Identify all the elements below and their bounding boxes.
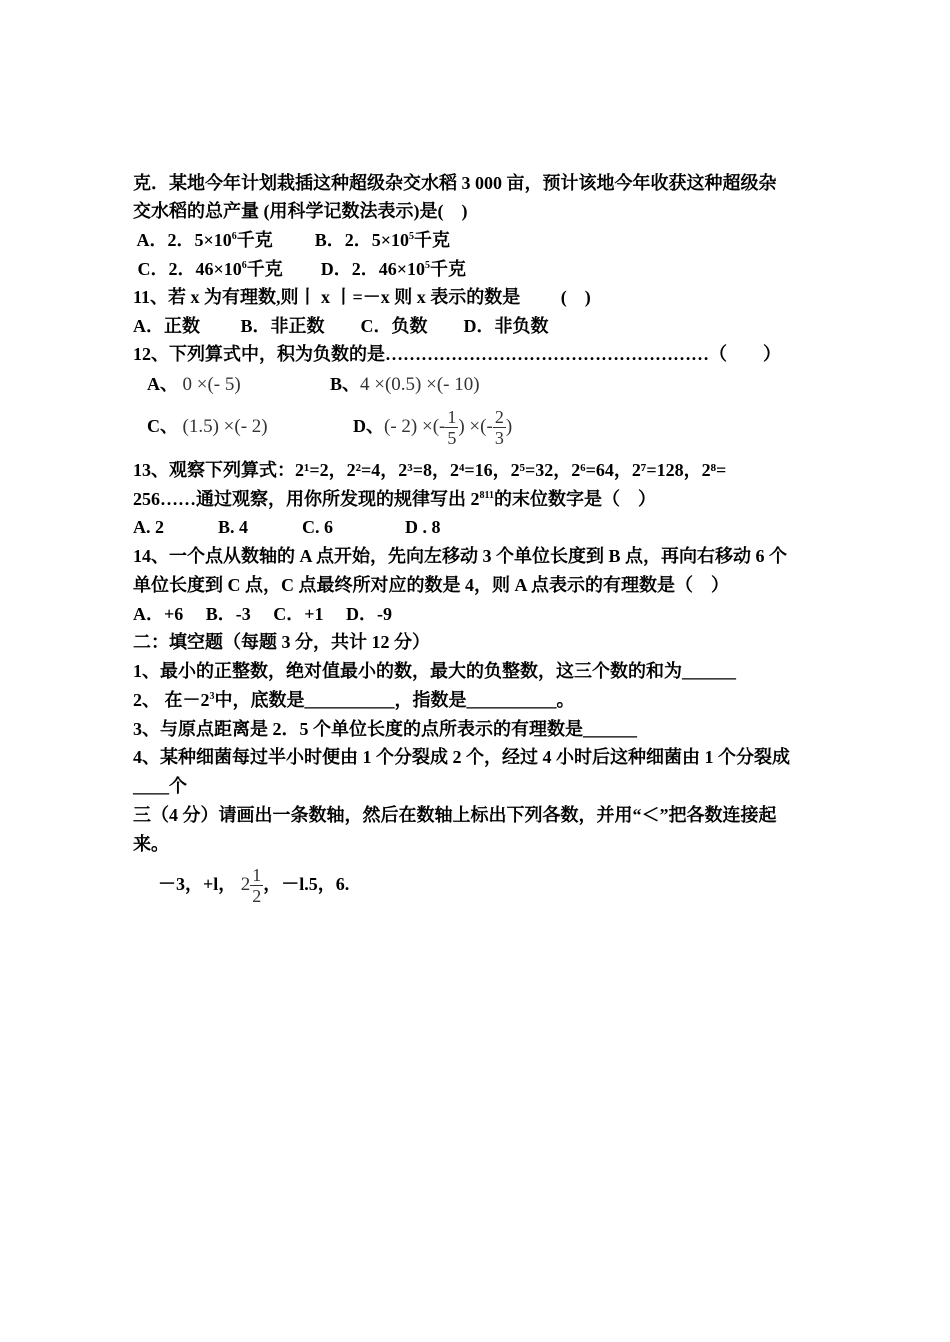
- question-10-options-ab: [133, 229, 450, 251]
- option-c: C．2．$46\times 10^6$千克: [133, 259, 283, 279]
- question-12-option-c: C、 (1.5) ×(- 2): [147, 416, 268, 437]
- fill-3: 3、与原点距离是 2．5 个单位长度的点所表示的有理数是______: [133, 719, 637, 739]
- question-14-options: A．+6 B．-3 C．+1 D．-9: [133, 604, 393, 624]
- question-14-line2: 单位长度到 C 点，C 点最终所对应的数是 4，则 A 点表示的有理数是（ ）: [133, 575, 730, 595]
- question-13-line1: 13、观察下列算式：2¹=2，2²=4，2³=8，2⁴=16，2⁵=32，2⁶=64，2⁷=128，2⁸=: [133, 460, 727, 480]
- question-13-line2: 256……通过观察，用你所发现的规律写出 $2^{811}$的末位数字是（ ）: [133, 489, 656, 509]
- fraction: $\frac{1}{2}$: [252, 865, 262, 907]
- text-line: 交水稻的总产量 (用科学记数法表示)是( ): [133, 201, 468, 221]
- question-14-line1: 14、一个点从数轴的 A 点开始，先向左移动 3 个单位长度到 B 点，再向右移动 6 个: [133, 546, 788, 566]
- question-13-options: A. 2 B. 4 C. 6 D . 8: [133, 517, 441, 537]
- section-3-line2: 来。: [133, 834, 169, 854]
- question-11: 11、若 x 为有理数,则丨 x 丨=－x 则 x 表示的数是 ( ): [133, 287, 591, 307]
- question-12: 12、下列算式中，积为负数的是………………………………………………（ ）: [133, 344, 781, 364]
- fraction: $\frac{2}{3}$: [494, 407, 504, 449]
- section-3-line1: 三（4 分）请画出一条数轴，然后在数轴上标出下列各数，并用“＜”把各数连接起: [133, 805, 777, 825]
- fraction: $\frac{1}{5}$: [447, 407, 457, 449]
- section-2-title: 二：填空题（每题 3 分，共计 12 分）: [133, 632, 430, 652]
- option-a: A．2．$5\times 10^6$千克: [133, 230, 273, 250]
- text-line: 克．某地今年计划栽插这种超级杂交水稻 3 000 亩，预计该地今年收获这种超级杂: [133, 173, 777, 193]
- section-3-numbers: －3，+l， 2 $\frac{1}{2}$ ，－l.5，6.: [158, 865, 350, 907]
- question-12-option-d: D、(- 2) ×(- $\frac{1}{5}$ ) ×(- $\frac{2}{3}$ ): [353, 407, 513, 449]
- option-d: D．2．$46\times 10^5$千克: [320, 259, 467, 279]
- fill-2: 2、 在$-2^3$中，底数是__________，指数是__________。: [133, 690, 575, 710]
- fill-1: 1、最小的正整数，绝对值最小的数，最大的负整数，这三个数的和为______: [133, 661, 736, 681]
- question-12-option-a: A、 0 ×(- 5): [147, 374, 241, 395]
- fill-4-line2: ____个: [133, 776, 187, 796]
- fill-4-line1: 4、某种细菌每过半小时便由 1 个分裂成 2 个，经过 4 小时后这种细菌由 1 个分裂成: [133, 747, 790, 767]
- question-12-option-b: B、4 ×(0.5) ×(- 10): [330, 374, 480, 395]
- option-b: B．2．$5\times 10^5$千克: [314, 230, 451, 250]
- question-10-options-cd: [133, 258, 466, 280]
- question-11-options: A．正数 B．非正数 C．负数 D．非负数: [133, 316, 549, 336]
